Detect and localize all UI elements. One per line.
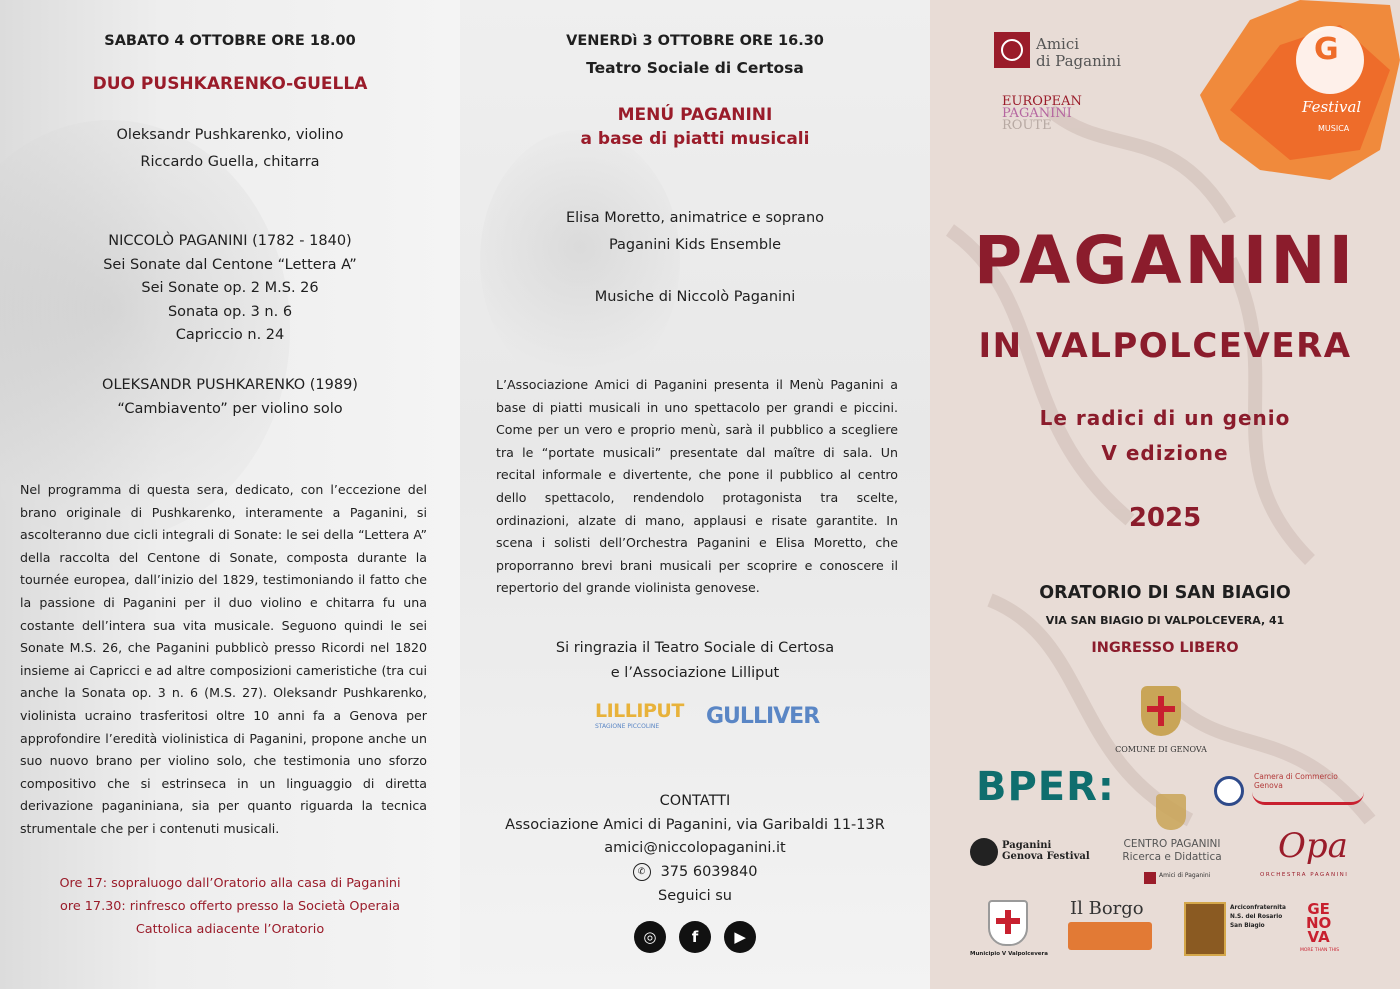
mid-venue: Teatro Sociale di Certosa	[586, 59, 804, 77]
municipio-crest-icon	[988, 900, 1028, 946]
program2-line-2: “Cambiavento” per violino solo	[117, 401, 343, 417]
performer-2: Riccardo Guella, chitarra	[140, 154, 320, 170]
opa-logo: Opa	[1278, 826, 1348, 866]
centro-amici-label: Amici di Paganini	[1159, 872, 1211, 879]
opa-logo-sub: ORCHESTRA PAGANINI	[1260, 872, 1349, 878]
left-program-1	[0, 230, 460, 348]
bper-logo: BPER:	[976, 764, 1115, 810]
tagline-1: Le radici di un genio	[1039, 406, 1291, 430]
mid-thanks	[460, 636, 930, 686]
left-program-2	[0, 373, 460, 421]
right-panel	[930, 0, 1400, 989]
municipio-label: Municipio V Valpolcevera	[970, 951, 1048, 957]
european-route-logo	[1002, 96, 1082, 132]
mid-description: L’Associazione Amici di Paganini presenta il Menù Paganini a base di piatti musicali in uno spettacolo per grandi e piccini. Come per un vero e proprio menù, sarà il pubblico a scegliere tra le “portate musicali” presentate dal maître di sala. Un recital informale e divertente, che pone il pubblico al centro dello spettacolo, rendendolo protagonista tra scelte, ordinazioni, alzate di mano, applausi e risate garantite. In scena i solisti dell’Orchestra Paganini e Elisa Moretto, che proporranno brevi brani musicali per scoprire e conoscere il repertorio del grande violinista genovese.	[496, 377, 898, 596]
program1-line-3: Sei Sonate op. 2 M.S. 26	[141, 280, 319, 296]
centro-paganini-crest-icon	[1156, 794, 1186, 830]
contacts-address: Associazione Amici di Paganini, via Garibaldi 11-13R	[505, 817, 885, 833]
lilliput-logo-sub: STAGIONE PICCOLINE	[595, 723, 660, 730]
main-title: PAGANINI	[973, 222, 1357, 299]
pgf-logo-text	[1002, 840, 1090, 862]
pgf-logo-icon	[970, 838, 998, 866]
contacts-phone[interactable]: 375 6039840	[660, 864, 758, 880]
mid-title-1: MENÚ PAGANINI	[617, 105, 773, 125]
youtube-icon[interactable]: ▶	[724, 921, 756, 953]
comune-genova-label: COMUNE DI GENOVA	[1115, 745, 1207, 754]
camera-line-1: Camera di Commercio	[1254, 772, 1338, 781]
venue-address: VIA SAN BIAGIO DI VALPOLCEVERA, 41	[1045, 614, 1285, 627]
genova-logo	[1306, 902, 1331, 944]
festival-logo-g: G	[1314, 32, 1339, 67]
arciconfraternita-label	[1230, 904, 1286, 931]
festival-logo-sub: MUSICA	[1318, 124, 1350, 133]
genova-line-3: VA	[1307, 928, 1330, 946]
contacts-phone-row	[460, 860, 930, 884]
lilliput-logo	[595, 700, 684, 746]
borgo-logo-icon	[1068, 922, 1152, 950]
venue-name: ORATORIO DI SAN BIAGIO	[1039, 583, 1291, 603]
camera-commercio-label	[1254, 772, 1338, 790]
comune-genova-crest-icon	[1141, 686, 1181, 736]
pgf-line-1: Paganini	[1002, 840, 1052, 851]
amici-logo-line-1: Amici	[1036, 35, 1080, 53]
program1-line-4: Sonata op. 3 n. 6	[167, 303, 293, 320]
amici-logo-line-2: di Paganini	[1036, 52, 1121, 70]
mid-performer-1: Elisa Moretto, animatrice e soprano	[565, 210, 825, 226]
gulliver-logo: GULLIVER	[706, 704, 820, 729]
left-notes	[0, 872, 460, 941]
left-description: Nel programma di questa sera, dedicato, con l’eccezione del brano originale di Pushkarenko, interamente a Paganini, si ascolteranno due cicli integrali di Sonate: le sei della “Lettera A” della raccolta del Centone di Sonate, composta durante la tournée europea, dall’inizio del 1829, testimoniando il fatto che la passione di Paganini per il duo violino e chitarra fu una costante dell’intera sua vita musicale. Seguono quindi le sei Sonate M.S. 26, che Paganini pubblicò presso Ricordi nel 1820 insieme ai Capricci e ad altre composizioni cameristiche (tra cui anche la Sonata op. 3 n. 6 (M.S. 27). Oleksandr Pushkarenko, violinista ucraino trasferitosi oltre 10 anni fa a Genova per approfondire l’eredità violinistica di Paganini, propone anche un suo nuovo brano per violino solo, che testimonia uno sforzo compositivo che si estrinseca in un linguaggio di diretta derivazione paganiniana, sia per quanto riguarda la tecnica strumentale che per i contenuti musicali.	[20, 482, 427, 836]
performer-1: Oleksandr Pushkarenko, violino	[116, 127, 344, 143]
festival-splash	[1190, 0, 1400, 185]
borgo-logo-text: Il Borgo	[1070, 898, 1144, 919]
european-route-line-2: PAGANINI	[1002, 106, 1072, 121]
whatsapp-icon: ✆	[633, 863, 651, 881]
centro-line-2: Ricerca e Didattica	[1122, 851, 1222, 863]
genova-line-2: NO	[1306, 914, 1332, 932]
left-title: DUO PUSHKARENKO-GUELLA	[92, 74, 368, 94]
mid-title-2: a base di piatti musicali	[580, 129, 810, 149]
contacts-label: CONTATTI	[659, 793, 731, 809]
centro-paganini-label	[1112, 838, 1232, 864]
social-icons	[460, 921, 930, 953]
pgf-line-2: Genova Festival	[1002, 851, 1090, 862]
thanks-2: e l’Associazione Lilliput	[610, 665, 780, 681]
genova-logo-sub: MORE THAN THIS	[1300, 948, 1340, 953]
mid-performer-2: Paganini Kids Ensemble	[608, 237, 782, 253]
arci-line-2: N.S. del Rosario	[1230, 914, 1283, 920]
soprano-photo	[480, 130, 680, 390]
arciconfraternita-icon	[1184, 902, 1226, 956]
arci-line-1: Arciconfraternita	[1230, 905, 1286, 911]
arci-line-3: San Biagio	[1230, 923, 1265, 929]
program2-line-1: OLEKSANDR PUSHKARENKO (1989)	[102, 377, 358, 393]
note-3: Cattolica adiacente l’Oratorio	[135, 922, 325, 937]
middle-panel	[460, 0, 930, 989]
genova-line-1: GE	[1307, 900, 1330, 918]
facebook-icon[interactable]: f	[679, 921, 711, 953]
program1-line-2: Sei Sonate dal Centone “Lettera A”	[103, 256, 357, 273]
amici-logo-icon	[994, 32, 1030, 68]
instagram-icon[interactable]: ◎	[634, 921, 666, 953]
note-2: ore 17.30: rinfresco offerto presso la Società Operaia	[60, 899, 400, 914]
left-date: SABATO 4 OTTOBRE ORE 18.00	[104, 33, 356, 49]
left-performers	[0, 123, 460, 174]
camera-line-2: Genova	[1254, 781, 1283, 790]
mid-date: VENERDì 3 OTTOBRE ORE 16.30	[566, 33, 824, 49]
follow-label: Seguici su	[658, 888, 732, 904]
amici-logo-text	[1036, 36, 1121, 70]
program1-line-1: NICCOLÒ PAGANINI (1782 - 1840)	[108, 233, 352, 249]
european-route-line-1: EUROPEAN	[1002, 94, 1082, 109]
camera-commercio-swoosh	[1252, 792, 1364, 805]
program1-line-5: Capriccio n. 24	[175, 327, 285, 343]
mid-music: Musiche di Niccolò Paganini	[594, 289, 796, 305]
mid-performers	[460, 206, 930, 257]
entry-label: INGRESSO LIBERO	[1091, 640, 1239, 656]
centro-amici-icon	[1144, 872, 1156, 884]
festival-logo-text: Festival	[1302, 98, 1362, 116]
camera-commercio-icon	[1214, 776, 1244, 806]
left-panel	[0, 0, 460, 989]
tagline-2: V edizione	[1101, 441, 1229, 465]
thanks-1: Si ringrazia il Teatro Sociale di Certosa	[555, 640, 835, 656]
edition-year: 2025	[1128, 503, 1202, 533]
note-1: Ore 17: sopraluogo dall’Oratorio alla casa di Paganini	[59, 876, 401, 891]
centro-line-1: CENTRO PAGANINI	[1123, 838, 1221, 850]
lilliput-logo-text: LILLIPUT	[595, 700, 684, 722]
contacts-email[interactable]: amici@niccolopaganini.it	[604, 840, 786, 856]
european-route-line-3: ROUTE	[1002, 118, 1052, 133]
main-subtitle: IN VALPOLCEVERA	[978, 326, 1352, 366]
